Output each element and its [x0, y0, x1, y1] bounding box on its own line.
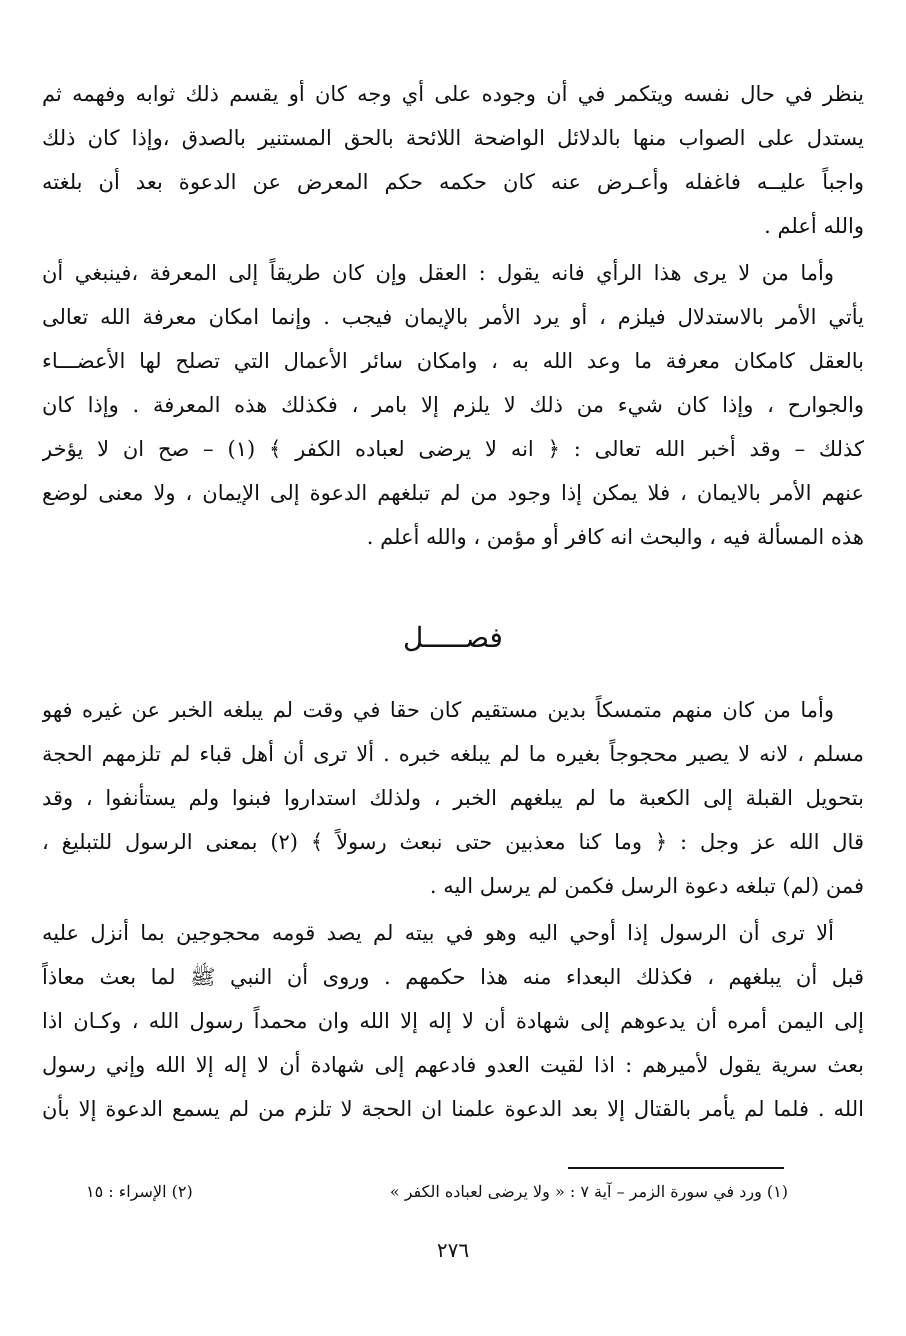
text-line: بتحويل القبلة إلى الكعبة ما لم يبلغهم الخبر ، ولذلك استداروا فبنوا ولم يستأنفوا ، وقد [42, 786, 864, 810]
footnote-divider [568, 1167, 784, 1169]
text-line: وأما من لا يرى هذا الرأي فانه يقول : العقل وإن كان طريقاً إلى المعرفة ،فينبغي أن [42, 261, 834, 285]
text-line: مسلم ، لانه لا يصير محجوجاً بغيره ما لم يبلغه خبره . ألا ترى أن أهل قباء لم تلزمهم الحجة [42, 742, 864, 766]
text-line: والله أعلم . [764, 214, 864, 238]
text-line: إلى اليمن أمره أن يدعوهم إلى شهادة أن لا إله إلا الله وان محمداً رسول الله ، وكـان اذا [42, 1009, 864, 1033]
text-line: بالعقل كامكان معرفة ما وعد الله به ، وامكان سائر الأعمال التي تصلح لها الأعضـــاء [42, 349, 864, 373]
text-line: قال الله عز وجل : ﴿ وما كنا معذبين حتى نبعث رسولاً ﴾ (٢) بمعنى الرسول للتبليغ ، [42, 830, 864, 854]
text-line: والجوارح ، وإذا كان شيء من ذلك لا يلزم إلا بامر ، فكذلك هذه المعرفة . وإذا كان [42, 393, 864, 417]
text-line: ينظر في حال نفسه ويتكمر في أن وجوده على أي وجه كان أو يقسم ذلك ثوابه وفهمه ثم [42, 82, 864, 106]
text-line: هذه المسألة فيه ، والبحث انه كافر أو مؤمن ، والله أعلم . [366, 525, 864, 549]
text-line: عنهم الأمر بالايمان ، فلا يمكن إذا وجود من لم تبلغهم الدعوة إلى الإيمان ، ولا معنى لوضع [42, 481, 864, 505]
section-heading: فصـــــل [403, 621, 503, 654]
footnote-2: (٢) الإسراء : ١٥ [86, 1182, 193, 1201]
text-line: كذلك – وقد أخبر الله تعالى : ﴿ انه لا يرضى لعباده الكفر ﴾ (١) – صح ان لا يؤخر [42, 437, 864, 461]
text-line: يأتي الأمر بالاستدلال فيلزم ، أو يرد الأمر بالإيمان فيجب . وإنما امكان معرفة الله تعالى [42, 305, 864, 329]
text-line: قبل أن يبلغهم ، فكذلك البعداء منه هذا حكمهم . وروى أن النبي ﷺ لما بعث معاذاً [42, 965, 864, 989]
page-number: ٢٧٦ [436, 1238, 470, 1262]
text-line: بعث سرية يقول لأميرهم : اذا لقيت العدو فادعهم إلى شهادة أن لا إله إلا الله وإني رسول [42, 1053, 864, 1077]
footnote-1: (١) ورد في سورة الزمر – آية ٧ : « ولا يرضى لعباده الكفر » [389, 1182, 788, 1201]
text-line: واجباً عليــه فاغفله وأعـرض عنه كان حكمه حكم المعرض عن الدعوة بعد أن بلغته [42, 170, 864, 194]
text-line: فمن (لم) تبلغه دعوة الرسل فكمن لم يرسل اليه . [429, 874, 864, 898]
text-line: وأما من كان منهم متمسكاً بدين مستقيم كان حقا في وقت لم يبلغه الخبر عن غيره فهو [42, 698, 834, 722]
text-line: ألا ترى أن الرسول إذا أوحي اليه وهو في بيته لم يصد قومه محجوجين بما أنزل عليه [42, 921, 834, 945]
text-line: يستدل على الصواب منها بالدلائل الواضحة اللائحة بالحق المستنير بالصدق ،وإذا كان ذلك [42, 126, 864, 150]
text-line: الله . فلما لم يأمر بالقتال إلا بعد الدعوة علمنا ان الحجة لا تلزم من لم يسمع الدعوة إلا بأن [42, 1097, 864, 1121]
